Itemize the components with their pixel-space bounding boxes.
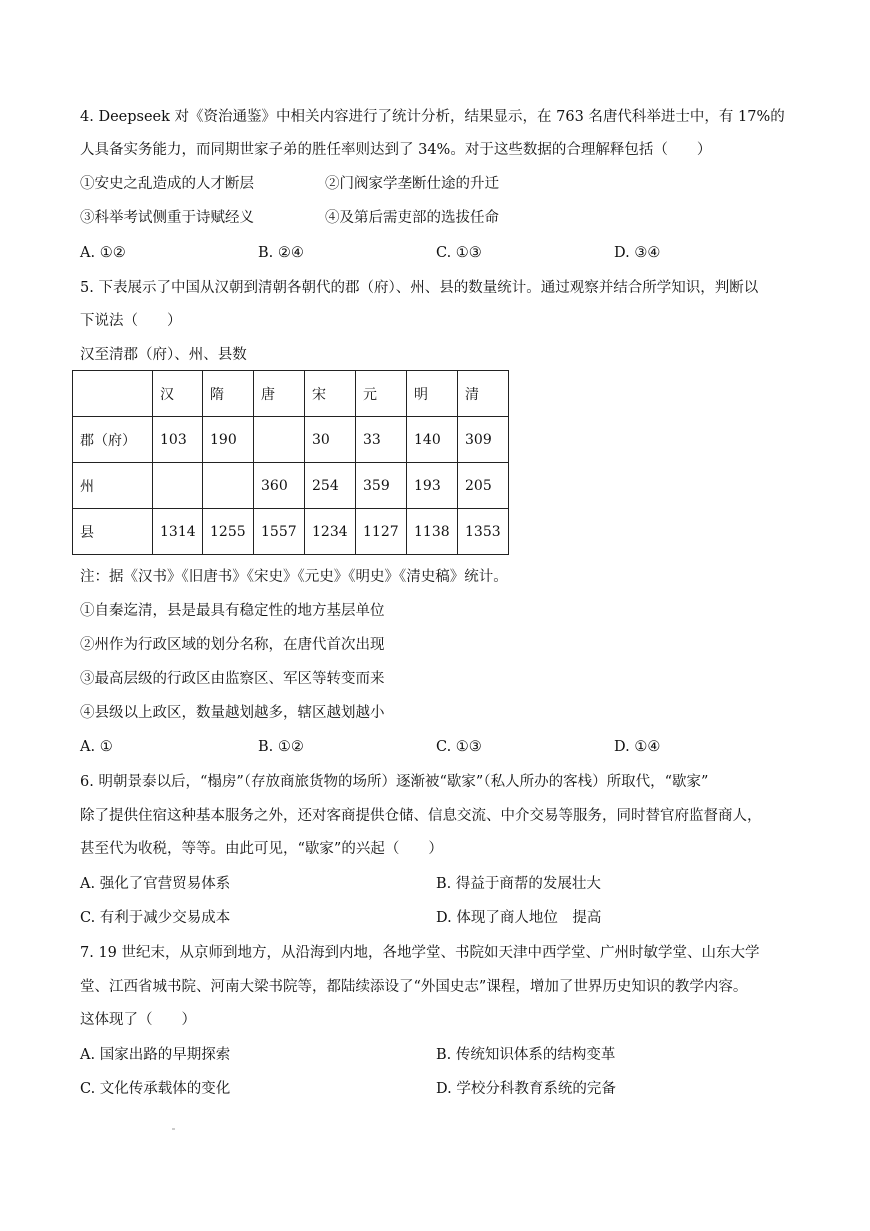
table-row bbox=[73, 509, 509, 555]
table-cell: 140 bbox=[407, 417, 458, 463]
q7-stem-line-1: 7. 19 世纪末，从京师到地方，从沿海到内地，各地学堂、书院如天津中西学堂、广州时敏学堂、山东大学 bbox=[80, 945, 760, 961]
q6-option-b: B. 得益于商帮的发展壮大 bbox=[436, 876, 601, 892]
table-cell bbox=[203, 463, 254, 509]
table-cell: 1127 bbox=[356, 509, 407, 555]
q4-option-a: A. ①② bbox=[80, 245, 126, 261]
q6-option-a: A. 强化了官营贸易体系 bbox=[80, 876, 231, 892]
table-cell: 1353 bbox=[458, 509, 509, 555]
table-header-cell: 宋 bbox=[305, 371, 356, 417]
table-cell: 360 bbox=[254, 463, 305, 509]
q5-option-a: A. ① bbox=[80, 739, 113, 755]
table-cell: 郡（府） bbox=[73, 417, 153, 463]
table-cell: 359 bbox=[356, 463, 407, 509]
table-header-cell: 清 bbox=[458, 371, 509, 417]
q4-option-d: D. ③④ bbox=[614, 245, 661, 261]
q5-statement-3: ③最高层级的行政区由监察区、军区等转变而来 bbox=[80, 671, 385, 687]
table-cell: 1314 bbox=[153, 509, 203, 555]
table-cell: 1557 bbox=[254, 509, 305, 555]
q7-option-b: B. 传统知识体系的结构变革 bbox=[436, 1047, 616, 1063]
q7-stem-line-2: 堂、江西省城书院、河南大梁书院等，都陆续添设了“外国史志”课程，增加了世界历史知识的教学内容。 bbox=[80, 979, 748, 995]
table-cell: 1255 bbox=[203, 509, 254, 555]
q4-statement-2: ②门阀家学垄断仕途的升迁 bbox=[325, 176, 499, 192]
table-cell: 193 bbox=[407, 463, 458, 509]
table-cell: 205 bbox=[458, 463, 509, 509]
q4-statement-3: ③科举考试侧重于诗赋经义 bbox=[80, 210, 254, 226]
q5-data-table bbox=[72, 370, 509, 555]
table-cell: 33 bbox=[356, 417, 407, 463]
q5-table-note: 注：据《汉书》《旧唐书》《宋史》《元史》《明史》《清史稿》统计。 bbox=[80, 569, 508, 585]
table-header-cell: 唐 bbox=[254, 371, 305, 417]
q6-option-d: D. 体现了商人地位 提高 bbox=[436, 910, 602, 926]
q5-option-b: B. ①② bbox=[258, 739, 304, 755]
scan-speck bbox=[172, 1128, 175, 1130]
q6-stem-line-1: 6. 明朝景泰以后，“榻房”（存放商旅货物的场所）逐渐被“歇家”（私人所办的客栈）所取代，“歇家” bbox=[80, 774, 709, 790]
q6-option-c: C. 有利于减少交易成本 bbox=[80, 910, 231, 926]
q6-stem-line-2: 除了提供住宿这种基本服务之外，还对客商提供仓储、信息交流、中介交易等服务，同时替官府监督商人， bbox=[80, 808, 762, 824]
table-row bbox=[73, 417, 509, 463]
table-cell: 州 bbox=[73, 463, 153, 509]
table-cell: 30 bbox=[305, 417, 356, 463]
q5-statement-4: ④县级以上政区，数量越划越多，辖区越划越小 bbox=[80, 705, 385, 721]
table-header-cell: 汉 bbox=[153, 371, 203, 417]
table-cell: 1234 bbox=[305, 509, 356, 555]
q4-statement-1: ①安史之乱造成的人才断层 bbox=[80, 176, 254, 192]
q6-stem-line-3: 甚至代为收税，等等。由此可见，“歇家”的兴起（ ） bbox=[80, 841, 443, 857]
q7-option-a: A. 国家出路的早期探索 bbox=[80, 1047, 231, 1063]
table-cell: 309 bbox=[458, 417, 509, 463]
table-header-cell: 隋 bbox=[203, 371, 254, 417]
table-header-cell: 明 bbox=[407, 371, 458, 417]
table-cell: 1138 bbox=[407, 509, 458, 555]
q7-option-c: C. 文化传承载体的变化 bbox=[80, 1081, 231, 1097]
q4-stem-line-1: 4. Deepseek 对《资治通鉴》中相关内容进行了统计分析，结果显示，在 763 名唐代科举进士中，有 17%的 bbox=[80, 109, 785, 125]
q5-table-title: 汉至清郡（府）、州、县数 bbox=[80, 347, 247, 363]
q7-stem-line-3: 这体现了（ ） bbox=[80, 1012, 196, 1028]
table-row bbox=[73, 463, 509, 509]
table-header-row bbox=[73, 371, 509, 417]
table-cell: 103 bbox=[153, 417, 203, 463]
q4-stem-line-2: 人具备实务能力，而同期世家子弟的胜任率则达到了 34%。对于这些数据的合理解释包括（ ） bbox=[80, 142, 712, 158]
q5-option-c: C. ①③ bbox=[436, 739, 482, 755]
table-cell bbox=[254, 417, 305, 463]
table-header-cell bbox=[73, 371, 153, 417]
table-cell: 254 bbox=[305, 463, 356, 509]
table-header-cell: 元 bbox=[356, 371, 407, 417]
q5-stem-line-2: 下说法（ ） bbox=[80, 313, 182, 329]
q4-option-b: B. ②④ bbox=[258, 245, 304, 261]
q4-statement-4: ④及第后需吏部的选拔任命 bbox=[325, 210, 499, 226]
q5-statement-2: ②州作为行政区域的划分名称，在唐代首次出现 bbox=[80, 637, 385, 653]
q5-option-d: D. ①④ bbox=[614, 739, 661, 755]
q7-option-d: D. 学校分科教育系统的完备 bbox=[436, 1081, 616, 1097]
table-cell bbox=[153, 463, 203, 509]
table-cell: 县 bbox=[73, 509, 153, 555]
q5-stem-line-1: 5. 下表展示了中国从汉朝到清朝各朝代的郡（府）、州、县的数量统计。通过观察并结合所学知识，判断以 bbox=[80, 280, 759, 296]
q5-statement-1: ①自秦迄清，县是最具有稳定性的地方基层单位 bbox=[80, 603, 385, 619]
q4-option-c: C. ①③ bbox=[436, 245, 482, 261]
table-cell: 190 bbox=[203, 417, 254, 463]
